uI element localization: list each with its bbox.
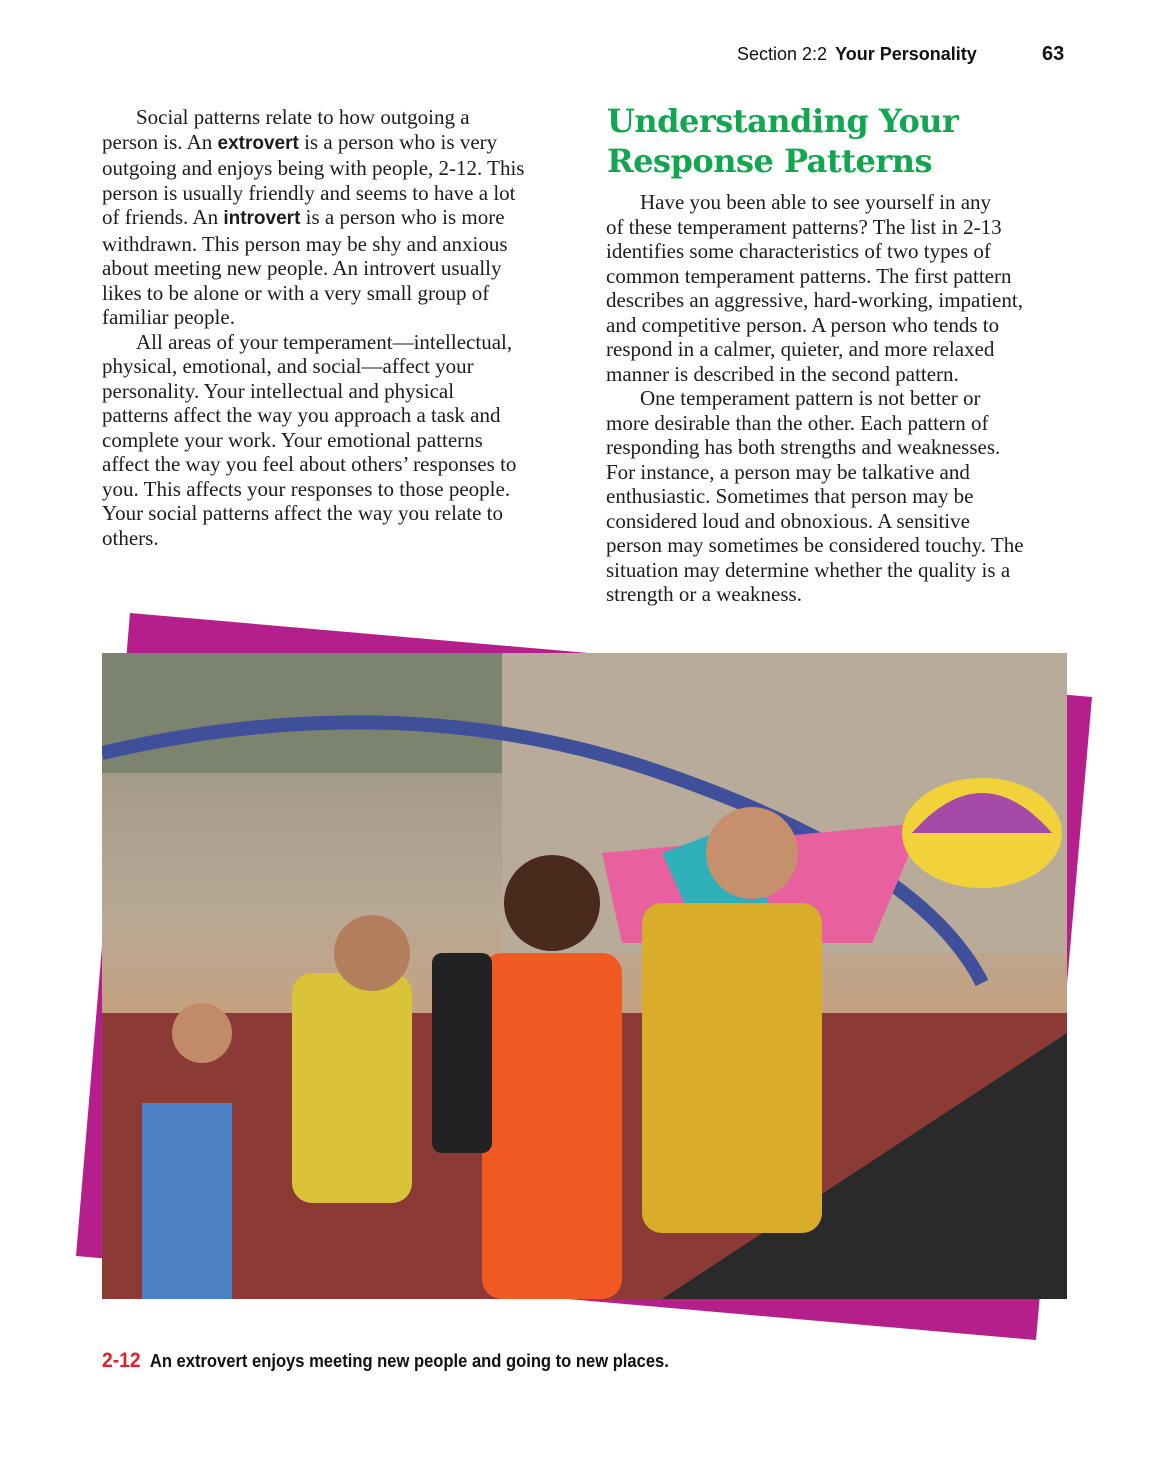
text-run: likes to be alone or with a very small group of — [102, 280, 490, 305]
text-run: of friends. An — [102, 205, 224, 229]
text-run: considered loud and obnoxious. A sensitive — [606, 508, 970, 533]
text-run: personality. Your intellectual and physical — [102, 378, 455, 403]
text-run: common temperament patterns. The first pattern — [606, 263, 1012, 288]
text-run: physical, emotional, and social—affect your — [102, 354, 474, 378]
key-term: extrovert — [217, 132, 299, 154]
text-run: Social patterns relate to how outgoing a — [136, 105, 470, 129]
section-number: Section 2:2 — [737, 44, 828, 64]
caption-text: An extrovert enjoys meeting new people and going to new places. — [149, 1351, 669, 1371]
text-run: and competitive person. A person who tends to — [606, 312, 1000, 337]
text-run: withdrawn. This person may be shy and anxious — [102, 231, 508, 256]
text-run: strength or a weakness. — [606, 582, 802, 606]
text-run: Have you been able to see yourself in any — [640, 190, 992, 214]
text-run: is a person who is more — [300, 205, 505, 229]
figure-caption — [102, 1349, 669, 1373]
text-run: of these temperament patterns? The list in 2-13 — [606, 214, 1002, 239]
text-run: familiar people. — [102, 305, 235, 329]
page-number: 63 — [1042, 43, 1065, 65]
text-run: identifies some characteristics of two types of — [606, 239, 991, 263]
text-run: One temperament pattern is not better or — [640, 386, 981, 410]
text-run: person is. An — [102, 129, 218, 154]
text-run: enthusiastic. Sometimes that person may be — [606, 484, 974, 508]
text-run: For instance, a person may be talkative and — [606, 459, 970, 484]
text-run: situation may determine whether the quality is a — [606, 557, 1011, 582]
text-run: others. — [102, 525, 159, 550]
text-run: person may sometimes be considered touchy. The — [606, 533, 1024, 557]
text-run: affect the way you feel about others’ responses to — [102, 452, 517, 476]
text-run: you. This affects your responses to those people. — [102, 476, 511, 501]
text-run: responding has both strengths and weaknesses. — [606, 435, 1001, 459]
roller-coaster-photo — [102, 653, 1067, 1299]
heading-line: Response Patterns — [607, 142, 932, 180]
photo-illustration — [102, 653, 1067, 1299]
text-run: patterns affect the way you approach a task and — [102, 403, 501, 427]
text-run: respond in a calmer, quieter, and more relaxed — [606, 337, 995, 361]
text-run: outgoing and enjoys being with people, 2-12. This — [102, 156, 525, 180]
figure-number: 2-12 — [102, 1349, 141, 1372]
section-title: Your Personality — [835, 44, 977, 64]
key-term: introvert — [223, 208, 301, 229]
heading-line: Understanding Your — [607, 102, 959, 140]
text-run: complete your work. Your emotional patterns — [102, 427, 483, 452]
text-run: All areas of your temperament—intellectual, — [136, 329, 513, 354]
text-run: manner is described in the second pattern. — [606, 361, 959, 386]
text-run: describes an aggressive, hard-working, impatient, — [606, 288, 1023, 312]
text-run: person is usually friendly and seems to have a lot — [102, 180, 516, 205]
text-run: more desirable than the other. Each pattern of — [606, 410, 989, 435]
text-run: Your social patterns affect the way you relate to — [102, 501, 504, 525]
text-run: about meeting new people. An introvert usually — [102, 256, 502, 280]
text-run: is a person who is very — [298, 129, 498, 154]
